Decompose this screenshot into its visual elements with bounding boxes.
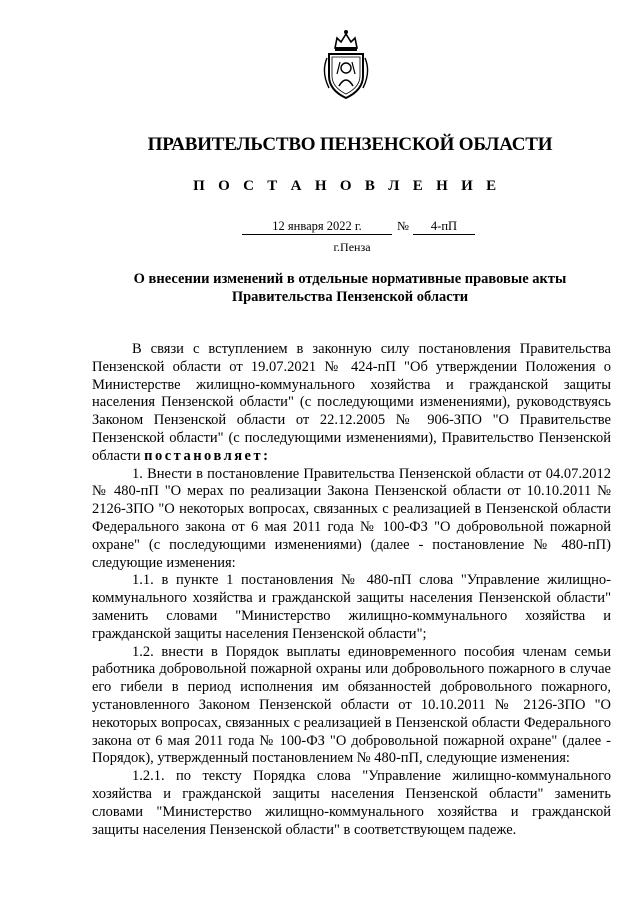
document-body [92,341,611,839]
resolves-word: постановляет: [144,447,271,464]
government-title: ПРАВИТЕЛЬСТВО ПЕНЗЕНСКОЙ ОБЛАСТИ [147,134,553,155]
document-date: 12 января 2022 г. [242,219,392,235]
document-type: П О С Т А Н О В Л Е Н И Е [193,178,501,194]
document-number: 4-пП [413,219,475,235]
intro-text: В связи с вступлением в законную силу постановления Правительства Пензенской области от 19.07.2021 № 424-пП "Об утверждении Положения о Министерстве жилищно-коммунального хозяйства и гражданской защиты населения Пензенской области" (с последующими изменениями), руководствуясь Законом Пензенской области от 22.12.2005 № 906-ЗПО "О Правительстве Пензенской области" (с последующими изменениями), Правительство Пензенской области [92,341,611,464]
paragraph-intro [92,341,611,466]
penza-coat-of-arms-icon [321,28,371,100]
subject-line-1: О внесении изменений в отдельные нормативные правовые акты [133,271,567,287]
document-subject [90,270,610,306]
paragraph-1-2-1: 1.2.1. по тексту Порядка слова "Управление жилищно-коммунального хозяйства и гражданской защиты населения Пензенской области" заменить словами "Министерство жилищно-коммунального хозяйства и гражданской защиты населения Пензенской области" в соответствующем падеже. [92,768,611,838]
paragraph-1: 1. Внести в постановление Правительства Пензенской области от 04.07.2012 № 480-пП "О мерах по реализации Закона Пензенской области от 10.10.2011 № 2126-ЗПО "О некоторых вопросах, связанных с реализацией в Пензенской области Федерального закона от 6 мая 2011 года № 100-ФЗ "О добровольной пожарной охране" (с последующими изменениями) (далее - постановление № 480-пП) следующие изменения: [92,465,611,571]
subject-line-2: Правительства Пензенской области [231,289,469,305]
number-sign: № [397,219,409,233]
paragraph-1-2: 1.2. внести в Порядок выплаты единовременного пособия членам семьи работника добровольной пожарной охраны или добровольного пожарного в случае его гибели в период исполнения им обязанностей добровольного пожарного, установленного Законом Пензенской области от 10.10.2011 № 2126-ЗПО "О некоторых вопросах, связанных с реализацией в Пензенской области Федерального закона от 6 мая 2011 года № 100-ФЗ "О добровольной пожарной охране" (далее - Порядок), утвержденный постановлением № 480-пП, следующие изменения: [92,643,611,767]
city: г.Пенза [333,240,371,254]
paragraph-1-1: 1.1. в пункте 1 постановления № 480-пП слова "Управление жилищно-коммунального хозяйства и гражданской защиты населения Пензенской области" заменить словами "Министерство жилищно-коммунального хозяйства и гражданской защиты населения Пензенской области"; [92,572,611,642]
